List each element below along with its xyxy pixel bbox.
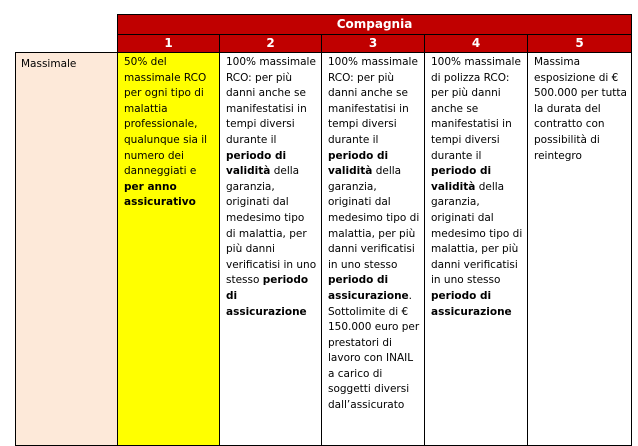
column-header-2: 2 [220,35,322,53]
cell-company-3: 100% massimale RCO: per più danni anche se manifestatisi in tempi diversi durante il periodo di validità della garanzia, originati dal medesimo tipo di malattia, per più danni verificatisi in uno stesso periodo di assicurazione. Sottolimite di € 150.000 euro per prestatori di lavoro con INAIL a carico di soggetti diversi dall’assicurato [322,53,425,446]
column-header-5: 5 [528,35,632,53]
comparison-table [15,14,632,446]
massimale-row [16,53,632,446]
cell-company-5: Massima esposizione di € 500.000 per tutta la durata del contratto con possibilità di reintegro [528,53,632,446]
row-label-massimale: Massimale [16,53,118,446]
column-header-1: 1 [118,35,220,53]
empty-corner [16,15,118,35]
cell-company-4: 100% massimale di polizza RCO: per più danni anche se manifestatisi in tempi diversi durante il periodo di validità della garanzia, originati dal medesimo tipo di malattia, per più danni verificatisi in uno stesso periodo di assicurazione [425,53,528,446]
column-header-4: 4 [425,35,528,53]
empty-corner-2 [16,35,118,53]
header-row [16,15,632,35]
column-header-3: 3 [322,35,425,53]
cell-company-1: 50% del massimale RCO per ogni tipo di malattia professionale, qualunque sia il numero dei danneggiati e per anno assicurativo [118,53,220,446]
cell-company-2: 100% massimale RCO: per più danni anche se manifestatisi in tempi diversi durante il periodo di validità della garanzia, originati dal medesimo tipo di malattia, per più danni verificatisi in uno stesso periodo di assicurazione [220,53,322,446]
company-header: Compagnia [118,15,632,35]
column-number-row [16,35,632,53]
